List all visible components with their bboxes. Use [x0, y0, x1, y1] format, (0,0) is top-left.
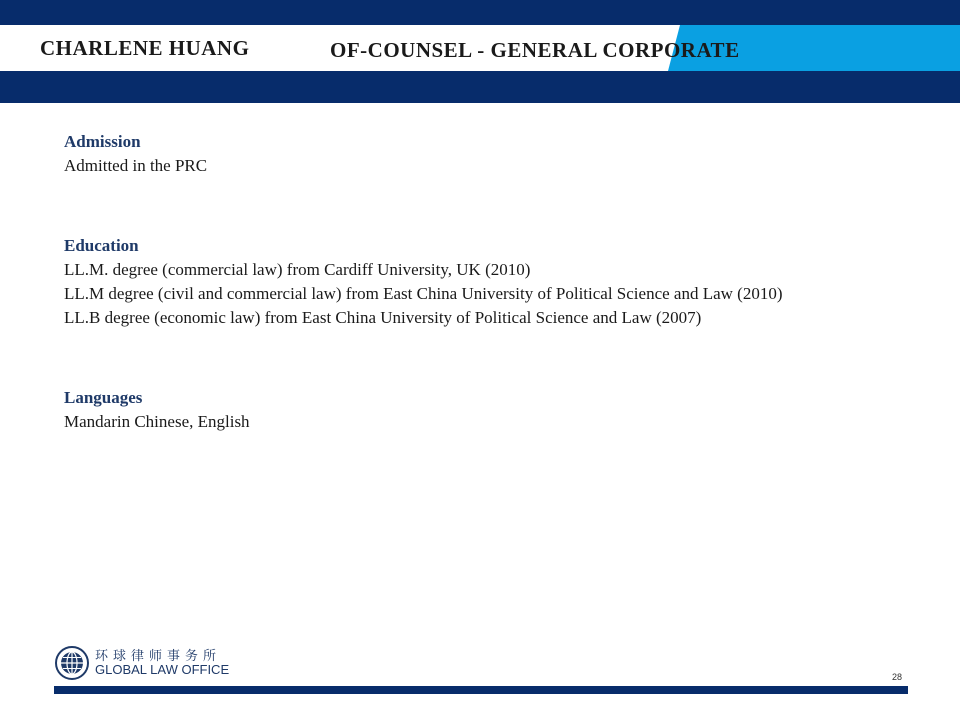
- section-education: [64, 234, 884, 330]
- header-bottom-band: [0, 71, 960, 103]
- section-languages: [64, 386, 884, 434]
- logo-chinese-name: 环球律师事务所: [95, 649, 222, 664]
- person-name: CHARLENE HUANG: [40, 36, 250, 60]
- section-line: Mandarin Chinese, English: [64, 412, 250, 431]
- globe-logo-icon: [54, 645, 90, 681]
- section-heading: Admission: [64, 132, 141, 151]
- section-line: LL.B degree (economic law) from East China University of Political Science and Law (2007): [64, 308, 702, 327]
- section-line: LL.M. degree (commercial law) from Cardiff University, UK (2010): [64, 260, 531, 279]
- header-top-band: [0, 0, 960, 25]
- section-line: LL.M degree (civil and commercial law) from East China University of Political Science and Law (2010): [64, 284, 783, 303]
- footer-bar: [54, 686, 908, 694]
- page-number: 28: [891, 672, 902, 682]
- section-admission: [64, 130, 884, 178]
- profile-content: [64, 130, 884, 434]
- logo-english-name: GLOBAL LAW OFFICE: [95, 662, 230, 677]
- section-heading: Languages: [64, 388, 143, 407]
- person-role: OF-COUNSEL - GENERAL CORPORATE: [330, 38, 740, 62]
- section-line: Admitted in the PRC: [64, 156, 208, 175]
- section-heading: Education: [64, 236, 139, 255]
